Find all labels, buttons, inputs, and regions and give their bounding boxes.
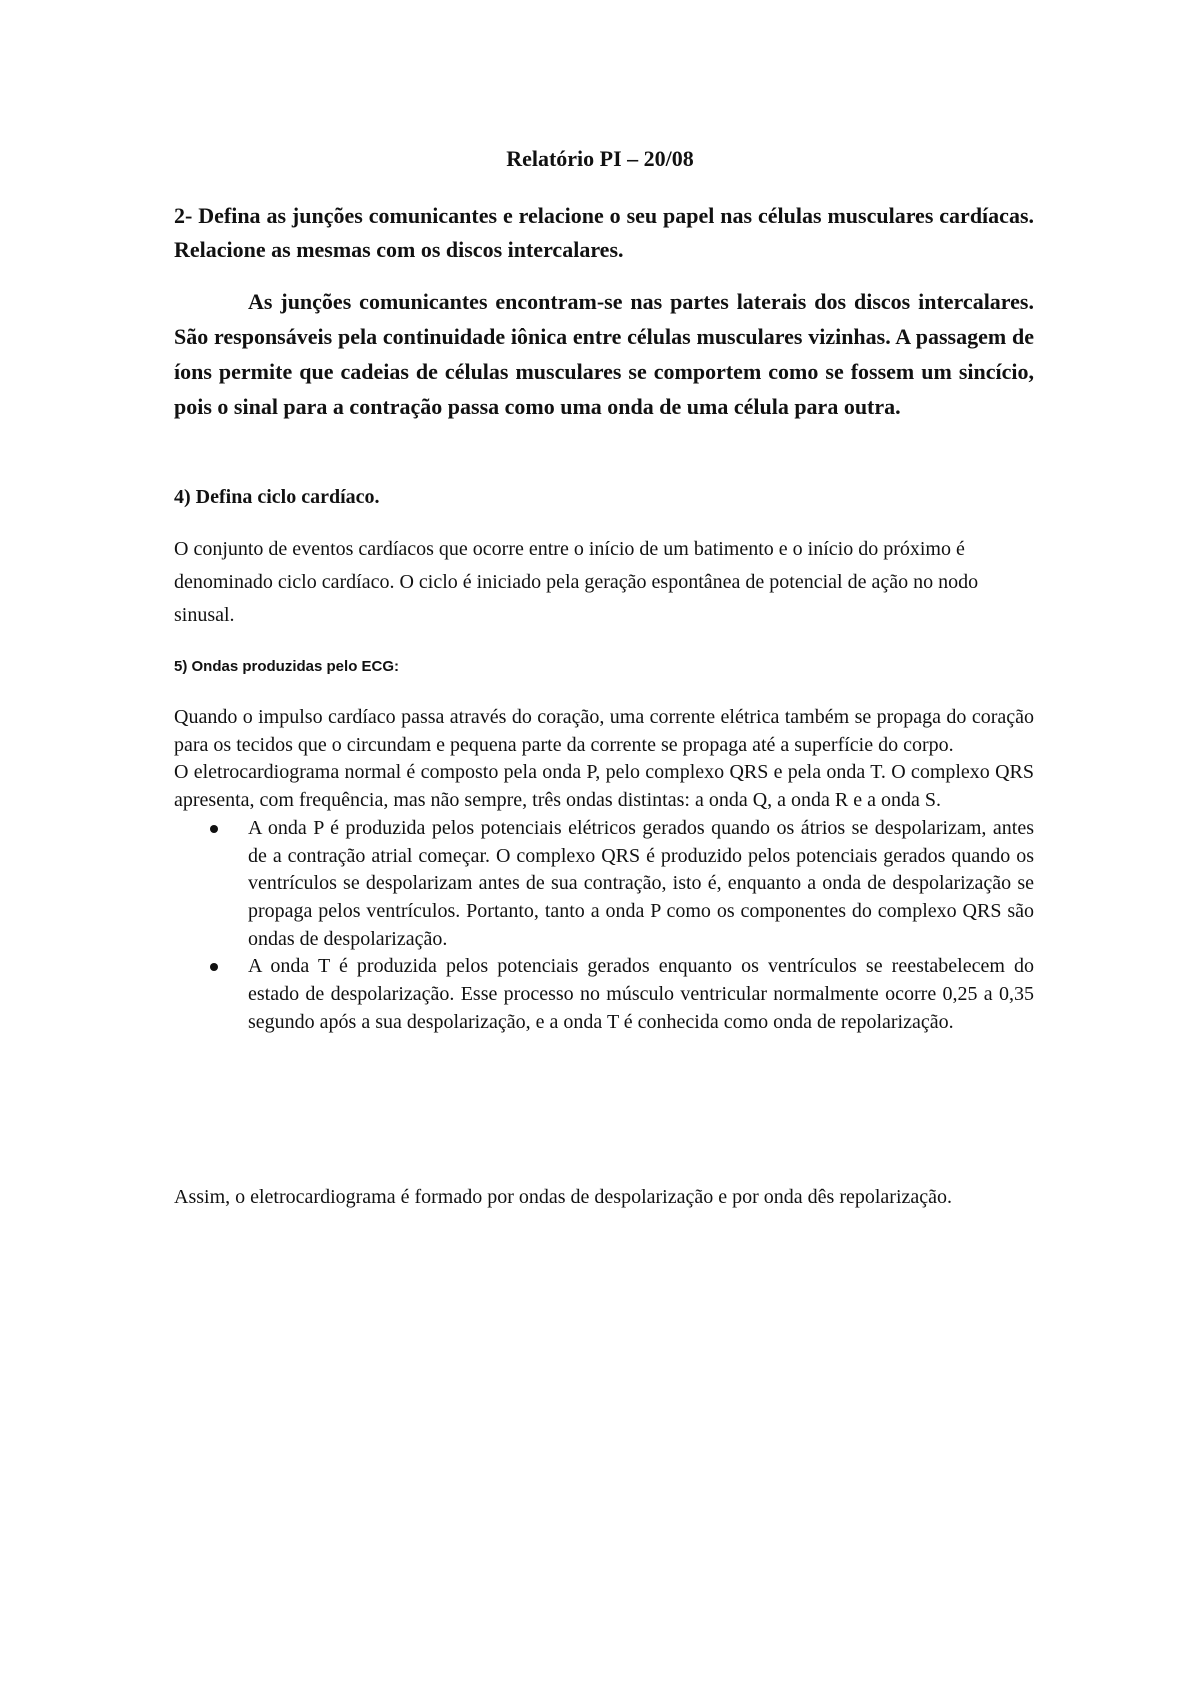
- ecg-conclusion: Assim, o eletrocardiograma é formado por ondas de despolarização e por onda dês repolarização.: [174, 1186, 953, 1208]
- ecg-bullet-list: [174, 815, 1034, 1037]
- ecg-bullet-item-p-wave: [174, 815, 1034, 954]
- question-5-answer: [174, 704, 1034, 1036]
- question-4-answer: O conjunto de eventos cardíacos que ocorre entre o início de um batimento e o início do próximo é denominado ciclo cardíaco. O ciclo é iniciado pela geração espontânea de potencial de ação no nodo sinusal.: [174, 538, 979, 626]
- ecg-paragraph-1: Quando o impulso cardíaco passa através do coração, uma corrente elétrica também se propaga do coração para os tecidos que o circundam e pequena parte da corrente se propaga até a superfície do corpo.: [174, 706, 1034, 756]
- question-2-answer: As junções comunicantes encontram-se nas partes laterais dos discos intercalares. São responsáveis pela continuidade iônica entre células musculares vizinhas. A passagem de íons permite que cadeias de células musculares se comportem como se fossem um sincício, pois o sinal para a contração passa como uma onda de uma célula para outra.: [174, 289, 1034, 419]
- ecg-bullet-text: A onda P é produzida pelos potenciais elétricos gerados quando os átrios se despolarizam, antes de a contração atrial começar. O complexo QRS é produzido pelos potenciais gerados quando os ventrículos se despolarizam antes de sua contração, isto é, enquanto a onda de despolarização se propaga pelos ventrículos. Portanto, tanto a onda P como os componentes do complexo QRS são ondas de despolarização.: [248, 816, 1034, 950]
- ecg-paragraph-2: O eletrocardiograma normal é composto pela onda P, pelo complexo QRS e pela onda T. O complexo QRS apresenta, com frequência, mas não sempre, três ondas distintas: a onda Q, a onda R e a onda S.: [174, 761, 1034, 812]
- document-title: Relatório PI – 20/08: [506, 146, 694, 171]
- question-2-heading: 2- Defina as junções comunicantes e relacione o seu papel nas células musculares cardíacas. Relacione as mesmas com os discos intercalares.: [174, 203, 1034, 262]
- bullet-icon: [210, 825, 218, 833]
- question-5-heading: 5) Ondas produzidas pelo ECG:: [174, 658, 400, 675]
- ecg-bullet-text: A onda T é produzida pelos potenciais gerados enquanto os ventrículos se reestabelecem do estado de despolarização. Esse processo no músculo ventricular normalmente ocorre 0,25 a 0,35 segundo após a sua despolarização, e a onda T é conhecida como onda de repolarização.: [248, 955, 1034, 1033]
- ecg-bullet-item-t-wave: [174, 953, 1034, 1036]
- bullet-icon: [210, 963, 218, 971]
- question-4-heading: 4) Defina ciclo cardíaco.: [174, 486, 380, 508]
